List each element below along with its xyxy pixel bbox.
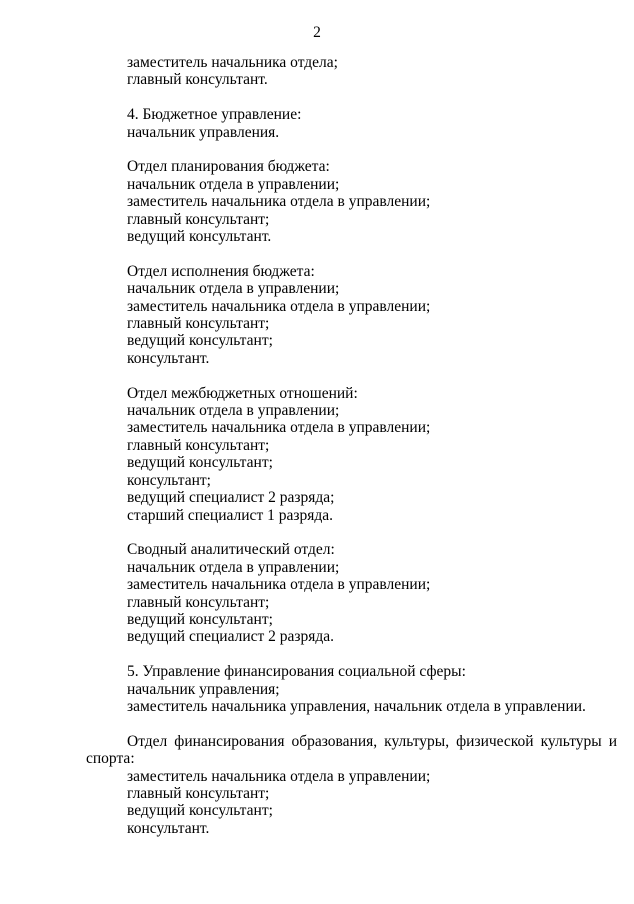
division-title: Отдел планирования бюджета:	[127, 158, 330, 176]
position-line: ведущий консультант;	[127, 454, 273, 472]
division-analytical	[127, 541, 617, 645]
position-line: консультант.	[127, 819, 210, 837]
division-title: Сводный аналитический отдел:	[127, 541, 335, 559]
position-line: ведущий специалист 2 разряда.	[127, 628, 335, 646]
page-number: 2	[313, 24, 321, 41]
position-line: старший специалист 1 разряда.	[127, 506, 333, 524]
position-line: заместитель начальника отдела в управлении;	[127, 193, 431, 211]
division-title: Отдел исполнения бюджета:	[127, 262, 315, 280]
position-line: главный консультант;	[127, 315, 270, 333]
position-line: начальник отдела в управлении;	[127, 558, 340, 576]
division-interbudget-relations	[127, 385, 617, 524]
division-title: Отдел межбюджетных отношений:	[127, 384, 358, 402]
position-line: начальник управления;	[127, 680, 280, 698]
position-line: начальник отдела в управлении;	[127, 402, 340, 420]
division-education-financing	[86, 732, 617, 837]
position-line: ведущий консультант;	[127, 802, 273, 820]
position-line: ведущий консультант.	[127, 228, 272, 246]
position-line: консультант;	[127, 471, 211, 489]
position-line: ведущий консультант;	[127, 332, 273, 350]
section-heading: 5. Управление финансирования социальной сферы:	[127, 663, 466, 681]
position-line: главный консультант;	[127, 210, 270, 228]
position-line: главный консультант.	[127, 71, 268, 89]
position-line: главный консультант;	[127, 593, 270, 611]
position-line: заместитель начальника отдела в управлении;	[127, 419, 431, 437]
position-line: ведущий консультант;	[127, 610, 273, 628]
position-line: начальник отдела в управлении;	[127, 280, 340, 298]
position-line: начальник отдела в управлении;	[127, 175, 340, 193]
position-line: заместитель начальника отдела;	[127, 54, 338, 71]
position-line: главный консультант;	[127, 436, 270, 454]
section-social-financing	[127, 663, 617, 715]
document-body	[86, 54, 617, 837]
top-continuation	[127, 54, 617, 89]
position-line: заместитель начальника отдела в управлении;	[127, 767, 431, 785]
section-heading: 4. Бюджетное управление:	[127, 106, 302, 124]
division-title: Отдел финансирования образования, культуры, физической культуры и спорта:	[86, 732, 617, 768]
division-budget-planning	[127, 158, 617, 245]
position-line: заместитель начальника отдела в управлении;	[127, 576, 431, 594]
position-line: консультант.	[127, 349, 210, 367]
position-line: главный консультант;	[127, 784, 270, 802]
position-line: заместитель начальника управления, начальник отдела в управлении.	[127, 697, 586, 715]
position-line: заместитель начальника отдела в управлении;	[127, 297, 431, 315]
division-budget-execution	[127, 263, 617, 367]
section-budget-department	[127, 106, 617, 141]
position-line: начальник управления.	[127, 123, 280, 141]
position-line: ведущий специалист 2 разряда;	[127, 489, 335, 507]
